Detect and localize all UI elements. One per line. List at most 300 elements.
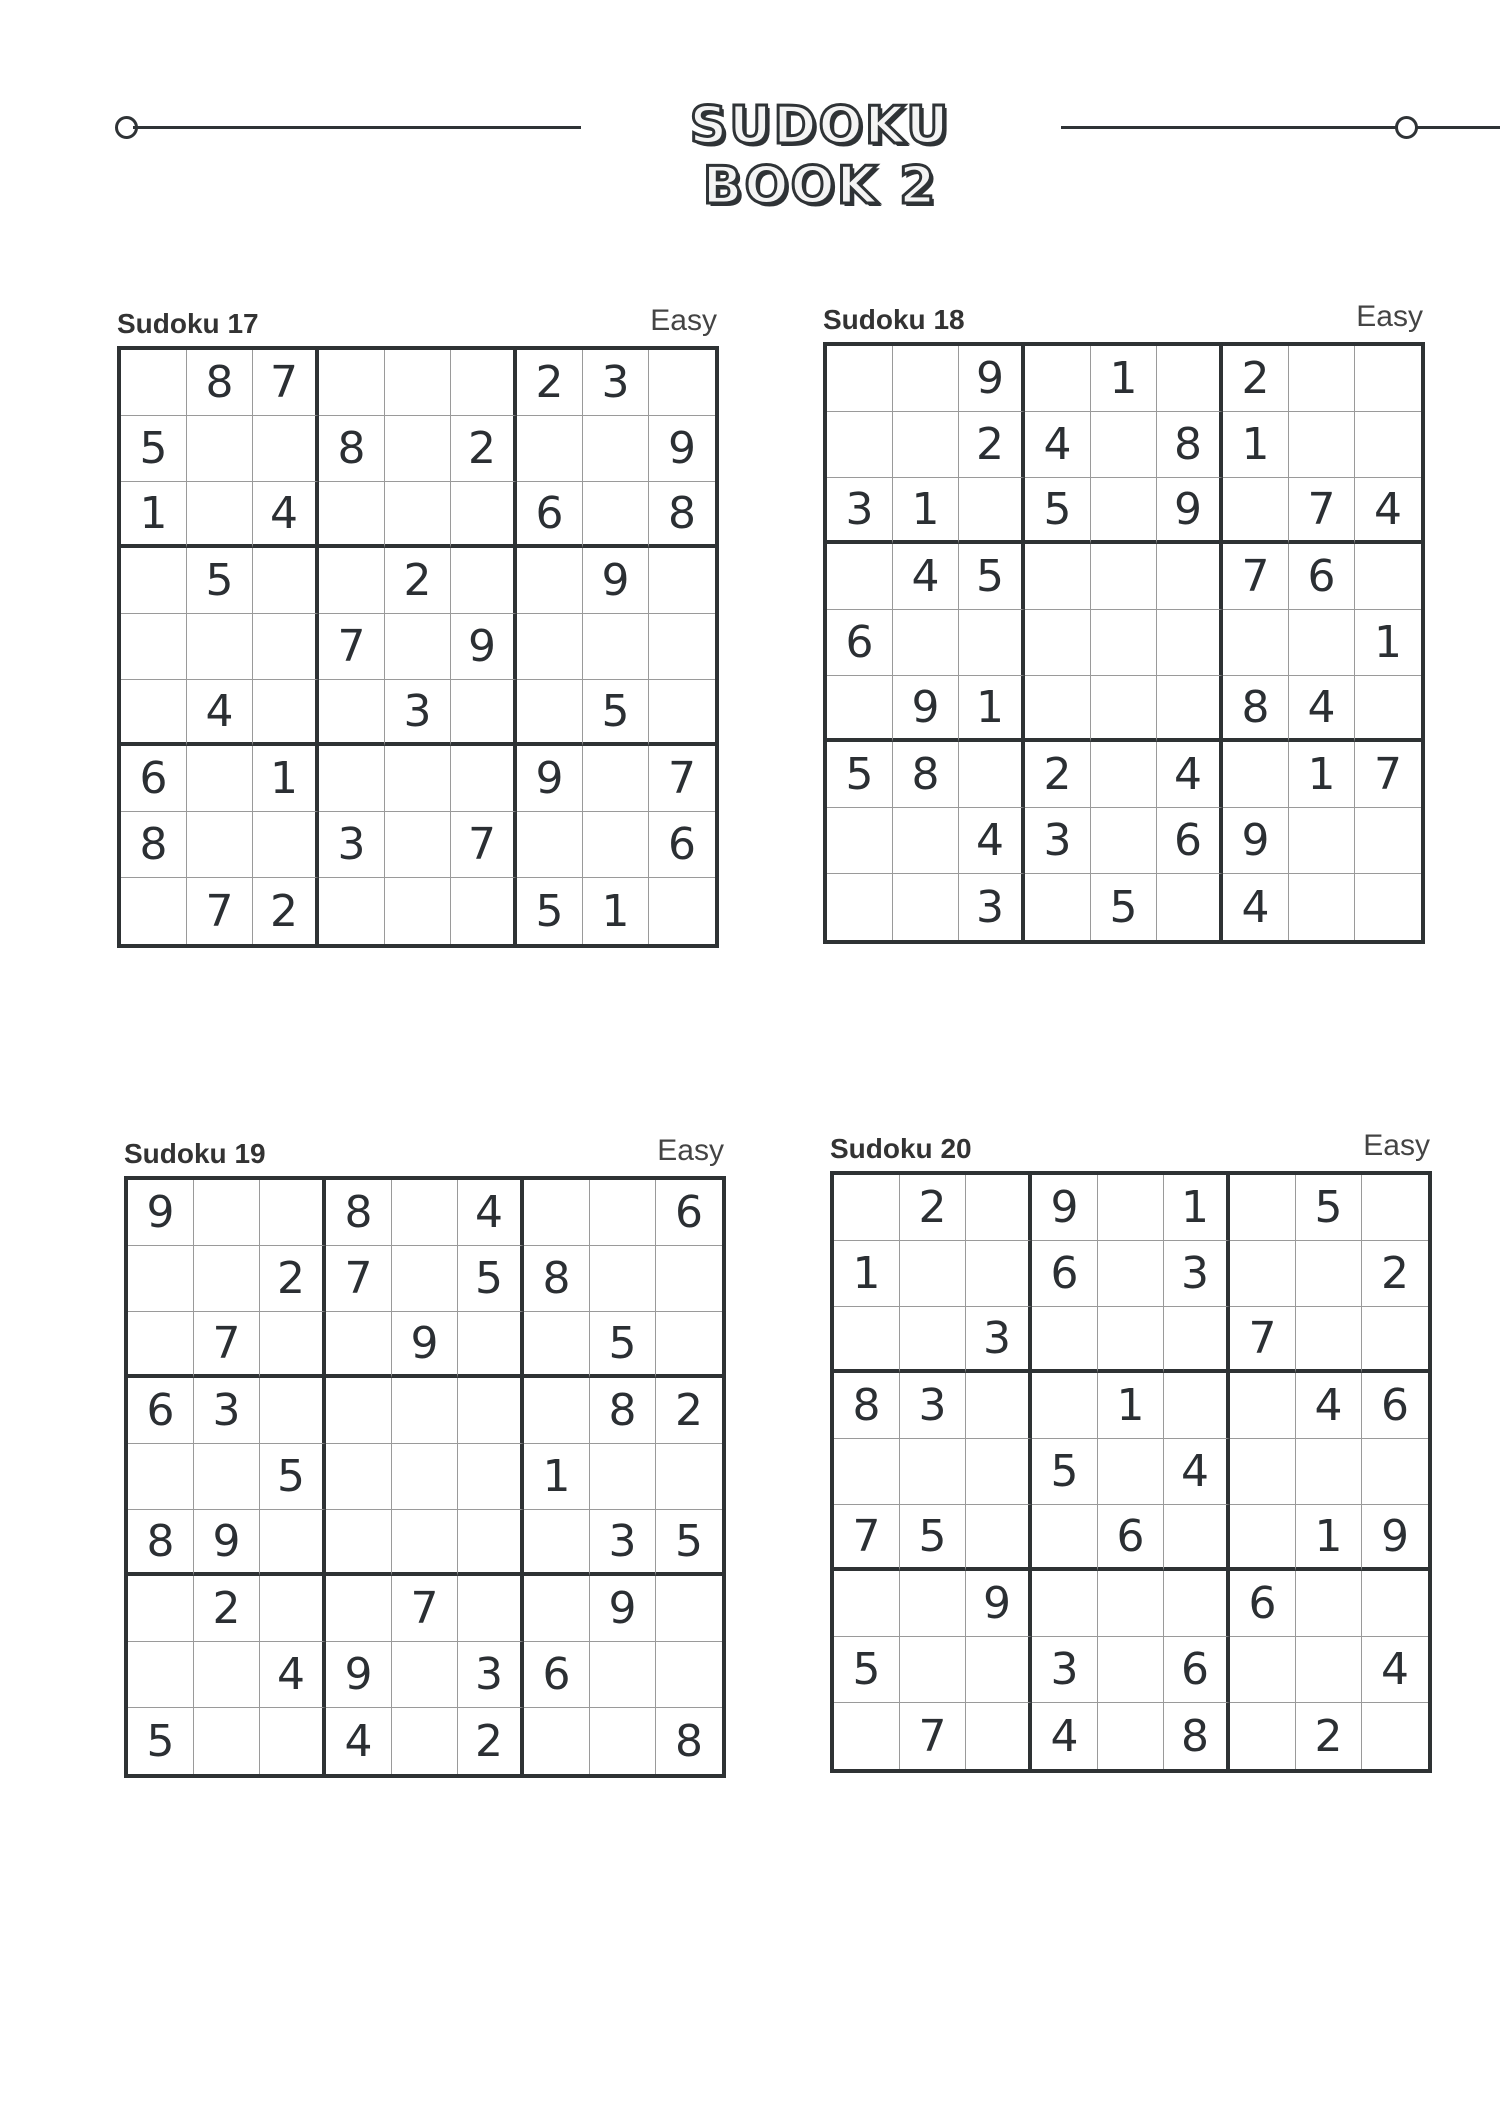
sudoku-cell[interactable]	[1098, 1307, 1164, 1373]
sudoku-cell: 1	[893, 478, 959, 544]
sudoku-cell[interactable]	[1098, 1703, 1164, 1769]
sudoku-cell[interactable]	[121, 614, 187, 680]
sudoku-cell[interactable]	[319, 680, 385, 746]
sudoku-cell[interactable]	[260, 1510, 326, 1576]
sudoku-cell: 6	[128, 1378, 194, 1444]
sudoku-cell: 2	[1025, 742, 1091, 808]
sudoku-cell: 4	[959, 808, 1025, 874]
sudoku-cell: 3	[1164, 1241, 1230, 1307]
sudoku-cell: 7	[649, 746, 715, 812]
sudoku-cell[interactable]	[1296, 1241, 1362, 1307]
sudoku-cell[interactable]	[966, 1373, 1032, 1439]
sudoku-cell: 7	[451, 812, 517, 878]
sudoku-cell[interactable]	[253, 548, 319, 614]
sudoku-cell: 3	[385, 680, 451, 746]
sudoku-cell[interactable]	[893, 808, 959, 874]
sudoku-cell[interactable]	[194, 1444, 260, 1510]
sudoku-cell[interactable]	[1289, 412, 1355, 478]
sudoku-cell[interactable]	[1223, 478, 1289, 544]
sudoku-cell[interactable]	[319, 548, 385, 614]
sudoku-cell: 5	[187, 548, 253, 614]
sudoku-cell[interactable]	[319, 878, 385, 944]
sudoku-cell[interactable]	[1098, 1637, 1164, 1703]
sudoku-cell: 7	[319, 614, 385, 680]
sudoku-cell[interactable]	[900, 1241, 966, 1307]
sudoku-cell: 4	[260, 1642, 326, 1708]
sudoku-cell: 6	[656, 1180, 722, 1246]
sudoku-cell[interactable]	[590, 1180, 656, 1246]
sudoku-cell[interactable]	[392, 1642, 458, 1708]
sudoku-cell[interactable]	[326, 1444, 392, 1510]
sudoku-cell[interactable]	[253, 680, 319, 746]
sudoku-cell: 1	[253, 746, 319, 812]
sudoku-cell[interactable]	[121, 680, 187, 746]
sudoku-cell[interactable]	[966, 1637, 1032, 1703]
sudoku-cell: 2	[194, 1576, 260, 1642]
sudoku-cell: 6	[524, 1642, 590, 1708]
sudoku-cell[interactable]	[1091, 544, 1157, 610]
sudoku-cell[interactable]	[656, 1312, 722, 1378]
sudoku-cell[interactable]	[392, 1708, 458, 1774]
sudoku-cell[interactable]	[121, 548, 187, 614]
sudoku-cell: 3	[194, 1378, 260, 1444]
sudoku-cell: 5	[959, 544, 1025, 610]
sudoku-cell[interactable]	[524, 1708, 590, 1774]
sudoku-cell[interactable]	[385, 614, 451, 680]
sudoku-cell[interactable]	[1091, 610, 1157, 676]
sudoku-cell: 4	[1032, 1703, 1098, 1769]
sudoku-cell[interactable]	[959, 742, 1025, 808]
sudoku-cell[interactable]	[1362, 1439, 1428, 1505]
sudoku-cell: 7	[900, 1703, 966, 1769]
sudoku-cell[interactable]	[893, 610, 959, 676]
sudoku-cell: 4	[458, 1180, 524, 1246]
sudoku-cell[interactable]	[121, 350, 187, 416]
sudoku-cell[interactable]	[1289, 808, 1355, 874]
right-rule-line	[1061, 126, 1500, 129]
sudoku-cell[interactable]	[1157, 874, 1223, 940]
sudoku-cell[interactable]	[524, 1576, 590, 1642]
sudoku-cell[interactable]	[1223, 742, 1289, 808]
sudoku-cell: 3	[319, 812, 385, 878]
sudoku-cell: 9	[392, 1312, 458, 1378]
sudoku-cell: 9	[326, 1642, 392, 1708]
sudoku-cell[interactable]	[194, 1180, 260, 1246]
sudoku-cell: 8	[1164, 1703, 1230, 1769]
sudoku-cell: 6	[1289, 544, 1355, 610]
sudoku-cell[interactable]	[1025, 544, 1091, 610]
sudoku-cell[interactable]	[827, 676, 893, 742]
sudoku-cell: 2	[260, 1246, 326, 1312]
sudoku-cell[interactable]	[590, 1708, 656, 1774]
sudoku-cell[interactable]	[1296, 1571, 1362, 1637]
sudoku-cell: 4	[893, 544, 959, 610]
sudoku-cell: 4	[253, 482, 319, 548]
sudoku-cell: 3	[959, 874, 1025, 940]
sudoku-cell: 4	[1362, 1637, 1428, 1703]
sudoku-cell: 1	[1296, 1505, 1362, 1571]
sudoku-cell: 8	[834, 1373, 900, 1439]
sudoku-cell: 9	[893, 676, 959, 742]
sudoku-cell[interactable]	[900, 1307, 966, 1373]
sudoku-cell: 9	[583, 548, 649, 614]
sudoku-cell[interactable]	[649, 878, 715, 944]
sudoku-cell[interactable]	[1032, 1505, 1098, 1571]
sudoku-cell: 2	[458, 1708, 524, 1774]
sudoku-cell: 4	[1355, 478, 1421, 544]
sudoku-cell[interactable]	[517, 812, 583, 878]
sudoku-cell[interactable]	[1025, 610, 1091, 676]
sudoku-cell[interactable]	[1296, 1439, 1362, 1505]
sudoku-cell: 5	[121, 416, 187, 482]
sudoku-cell[interactable]	[319, 746, 385, 812]
sudoku-cell: 5	[1032, 1439, 1098, 1505]
sudoku-cell: 2	[1362, 1241, 1428, 1307]
sudoku-cell[interactable]	[260, 1708, 326, 1774]
sudoku-cell: 8	[1223, 676, 1289, 742]
sudoku-puzzle	[124, 1126, 724, 1778]
sudoku-cell: 3	[583, 350, 649, 416]
sudoku-cell[interactable]	[590, 1246, 656, 1312]
sudoku-cell[interactable]	[1032, 1373, 1098, 1439]
sudoku-cell[interactable]	[893, 412, 959, 478]
sudoku-cell[interactable]	[392, 1444, 458, 1510]
sudoku-cell: 3	[590, 1510, 656, 1576]
sudoku-cell[interactable]	[1223, 610, 1289, 676]
sudoku-cell[interactable]	[1355, 676, 1421, 742]
sudoku-cell[interactable]	[385, 416, 451, 482]
sudoku-cell[interactable]	[834, 1439, 900, 1505]
sudoku-cell[interactable]	[260, 1180, 326, 1246]
sudoku-cell[interactable]	[194, 1642, 260, 1708]
sudoku-cell: 6	[1098, 1505, 1164, 1571]
sudoku-cell: 7	[392, 1576, 458, 1642]
sudoku-cell: 9	[590, 1576, 656, 1642]
sudoku-cell[interactable]	[128, 1312, 194, 1378]
puzzle-difficulty: Easy	[1356, 300, 1423, 333]
sudoku-cell[interactable]	[834, 1175, 900, 1241]
sudoku-cell: 9	[128, 1180, 194, 1246]
sudoku-cell[interactable]	[827, 412, 893, 478]
sudoku-cell: 8	[1157, 412, 1223, 478]
sudoku-cell: 1	[1098, 1373, 1164, 1439]
sudoku-cell[interactable]	[583, 812, 649, 878]
sudoku-cell: 7	[1289, 478, 1355, 544]
sudoku-cell[interactable]	[187, 614, 253, 680]
sudoku-cell[interactable]	[253, 416, 319, 482]
sudoku-cell[interactable]	[1289, 346, 1355, 412]
sudoku-cell: 8	[187, 350, 253, 416]
sudoku-cell[interactable]	[834, 1703, 900, 1769]
left-rule-line	[133, 126, 581, 129]
sudoku-cell: 7	[194, 1312, 260, 1378]
sudoku-cell[interactable]	[517, 416, 583, 482]
sudoku-cell[interactable]	[385, 878, 451, 944]
sudoku-cell[interactable]	[1098, 1439, 1164, 1505]
sudoku-cell: 4	[187, 680, 253, 746]
sudoku-cell: 3	[458, 1642, 524, 1708]
sudoku-cell: 8	[649, 482, 715, 548]
sudoku-cell[interactable]	[260, 1312, 326, 1378]
sudoku-cell[interactable]	[128, 1444, 194, 1510]
sudoku-cell[interactable]	[590, 1444, 656, 1510]
sudoku-cell[interactable]	[1230, 1373, 1296, 1439]
sudoku-cell[interactable]	[392, 1510, 458, 1576]
sudoku-cell[interactable]	[1230, 1175, 1296, 1241]
sudoku-cell[interactable]	[1164, 1571, 1230, 1637]
sudoku-cell[interactable]	[1355, 808, 1421, 874]
sudoku-cell: 7	[253, 350, 319, 416]
sudoku-cell[interactable]	[1157, 610, 1223, 676]
sudoku-cell[interactable]	[128, 1576, 194, 1642]
sudoku-cell[interactable]	[1032, 1307, 1098, 1373]
sudoku-cell: 9	[194, 1510, 260, 1576]
sudoku-cell[interactable]	[451, 350, 517, 416]
sudoku-cell[interactable]	[253, 812, 319, 878]
sudoku-cell[interactable]	[1164, 1505, 1230, 1571]
sudoku-cell: 5	[128, 1708, 194, 1774]
sudoku-cell[interactable]	[1025, 676, 1091, 742]
sudoku-cell: 9	[517, 746, 583, 812]
sudoku-cell[interactable]	[187, 416, 253, 482]
sudoku-cell[interactable]	[326, 1576, 392, 1642]
sudoku-cell[interactable]	[656, 1642, 722, 1708]
sudoku-cell[interactable]	[385, 812, 451, 878]
sudoku-cell[interactable]	[451, 878, 517, 944]
sudoku-cell: 5	[590, 1312, 656, 1378]
sudoku-cell[interactable]	[583, 482, 649, 548]
sudoku-cell: 1	[1355, 610, 1421, 676]
sudoku-cell[interactable]	[1157, 544, 1223, 610]
sudoku-cell[interactable]	[966, 1241, 1032, 1307]
sudoku-cell[interactable]	[517, 680, 583, 746]
sudoku-cell: 2	[1296, 1703, 1362, 1769]
sudoku-cell: 2	[517, 350, 583, 416]
puzzle-difficulty: Easy	[657, 1134, 724, 1167]
sudoku-cell: 6	[121, 746, 187, 812]
puzzle-difficulty: Easy	[650, 304, 717, 337]
sudoku-cell[interactable]	[893, 346, 959, 412]
sudoku-cell[interactable]	[458, 1312, 524, 1378]
sudoku-cell[interactable]	[1362, 1703, 1428, 1769]
sudoku-cell: 4	[326, 1708, 392, 1774]
sudoku-cell[interactable]	[1362, 1175, 1428, 1241]
sudoku-cell[interactable]	[1355, 412, 1421, 478]
sudoku-cell[interactable]	[1230, 1505, 1296, 1571]
sudoku-cell[interactable]	[583, 746, 649, 812]
sudoku-cell[interactable]	[392, 1246, 458, 1312]
sudoku-cell[interactable]	[458, 1576, 524, 1642]
sudoku-cell[interactable]	[959, 610, 1025, 676]
sudoku-cell[interactable]	[385, 482, 451, 548]
sudoku-cell: 2	[1223, 346, 1289, 412]
sudoku-cell: 8	[675, 1715, 703, 1767]
sudoku-cell: 7	[326, 1246, 392, 1312]
sudoku-cell: 4	[1223, 874, 1289, 940]
sudoku-cell[interactable]	[1164, 1307, 1230, 1373]
sudoku-cell[interactable]	[319, 350, 385, 416]
sudoku-cell[interactable]	[583, 614, 649, 680]
sudoku-cell: 4	[1289, 676, 1355, 742]
sudoku-cell[interactable]	[1230, 1439, 1296, 1505]
sudoku-cell[interactable]	[900, 1439, 966, 1505]
sudoku-cell[interactable]	[524, 1312, 590, 1378]
sudoku-cell[interactable]	[187, 746, 253, 812]
sudoku-cell[interactable]	[1355, 346, 1421, 412]
sudoku-cell[interactable]	[1289, 874, 1355, 940]
sudoku-cell[interactable]	[1362, 1571, 1428, 1637]
sudoku-cell[interactable]	[524, 1180, 590, 1246]
sudoku-cell[interactable]	[326, 1312, 392, 1378]
sudoku-cell[interactable]	[1032, 1571, 1098, 1637]
sudoku-cell[interactable]	[966, 1439, 1032, 1505]
sudoku-cell[interactable]	[1098, 1175, 1164, 1241]
sudoku-cell[interactable]	[649, 350, 715, 416]
sudoku-cell[interactable]	[1355, 544, 1421, 610]
sudoku-puzzle	[830, 1121, 1430, 1773]
sudoku-cell: 5	[1025, 478, 1091, 544]
sudoku-cell: 2	[656, 1378, 722, 1444]
sudoku-cell[interactable]	[1296, 1637, 1362, 1703]
sudoku-cell: 7	[187, 878, 253, 944]
sudoku-cell[interactable]	[1355, 874, 1421, 940]
sudoku-cell[interactable]	[649, 680, 715, 746]
sudoku-cell[interactable]	[326, 1378, 392, 1444]
sudoku-cell: 3	[1032, 1637, 1098, 1703]
sudoku-cell[interactable]	[1230, 1637, 1296, 1703]
sudoku-cell[interactable]	[1091, 412, 1157, 478]
sudoku-cell: 5	[583, 680, 649, 746]
sudoku-cell[interactable]	[827, 544, 893, 610]
sudoku-cell[interactable]	[959, 478, 1025, 544]
sudoku-cell[interactable]	[128, 1642, 194, 1708]
sudoku-cell[interactable]	[1025, 874, 1091, 940]
sudoku-cell[interactable]	[451, 548, 517, 614]
sudoku-cell[interactable]	[656, 1576, 722, 1642]
sudoku-cell[interactable]	[1091, 742, 1157, 808]
sudoku-cell[interactable]	[827, 874, 893, 940]
sudoku-cell: 5	[827, 742, 893, 808]
sudoku-cell: 6	[1362, 1373, 1428, 1439]
sudoku-cell: 1	[959, 676, 1025, 742]
sudoku-cell[interactable]	[583, 416, 649, 482]
sudoku-cell: 6	[649, 812, 715, 878]
sudoku-cell[interactable]	[1098, 1571, 1164, 1637]
sudoku-cell[interactable]	[517, 548, 583, 614]
sudoku-cell[interactable]	[1025, 346, 1091, 412]
sudoku-cell: 1	[834, 1241, 900, 1307]
sudoku-cell[interactable]	[517, 614, 583, 680]
sudoku-cell[interactable]	[1230, 1241, 1296, 1307]
sudoku-cell[interactable]	[1098, 1241, 1164, 1307]
sudoku-cell[interactable]	[187, 812, 253, 878]
sudoku-cell: 1	[524, 1444, 590, 1510]
sudoku-cell[interactable]	[128, 1246, 194, 1312]
puzzle-header	[830, 1121, 1430, 1171]
sudoku-cell[interactable]	[834, 1571, 900, 1637]
sudoku-cell[interactable]	[319, 482, 385, 548]
sudoku-cell[interactable]	[451, 746, 517, 812]
sudoku-cell[interactable]	[1157, 676, 1223, 742]
sudoku-cell[interactable]	[1362, 1307, 1428, 1373]
sudoku-cell: 8	[893, 742, 959, 808]
sudoku-cell[interactable]	[392, 1378, 458, 1444]
sudoku-cell[interactable]	[524, 1510, 590, 1576]
sudoku-cell: 8	[128, 1510, 194, 1576]
sudoku-cell[interactable]	[893, 874, 959, 940]
sudoku-cell[interactable]	[1289, 610, 1355, 676]
sudoku-cell[interactable]	[392, 1180, 458, 1246]
sudoku-cell: 9	[451, 614, 517, 680]
sudoku-cell[interactable]	[194, 1246, 260, 1312]
sudoku-cell[interactable]	[385, 350, 451, 416]
sudoku-cell[interactable]	[966, 1505, 1032, 1571]
puzzle-name: Sudoku 19	[124, 1138, 266, 1169]
sudoku-cell[interactable]	[187, 482, 253, 548]
page-header	[115, 96, 1420, 216]
sudoku-cell[interactable]	[834, 1307, 900, 1373]
sudoku-cell[interactable]	[194, 1708, 260, 1774]
sudoku-cell: 1	[583, 878, 649, 944]
sudoku-puzzle	[117, 296, 717, 948]
sudoku-cell[interactable]	[451, 680, 517, 746]
sudoku-cell: 6	[1032, 1241, 1098, 1307]
sudoku-cell[interactable]	[900, 1571, 966, 1637]
sudoku-cell[interactable]	[966, 1175, 1032, 1241]
sudoku-cell: 9	[1157, 478, 1223, 544]
sudoku-cell[interactable]	[966, 1703, 1032, 1769]
sudoku-cell[interactable]	[121, 878, 187, 944]
sudoku-puzzle	[823, 292, 1423, 944]
sudoku-cell: 7	[1223, 544, 1289, 610]
sudoku-cell: 1	[1223, 412, 1289, 478]
sudoku-cell: 3	[827, 478, 893, 544]
sudoku-cell[interactable]	[451, 482, 517, 548]
sudoku-cell[interactable]	[649, 614, 715, 680]
sudoku-cell[interactable]	[1091, 808, 1157, 874]
sudoku-cell[interactable]	[656, 1246, 722, 1312]
sudoku-grid	[124, 1176, 726, 1778]
sudoku-cell[interactable]	[590, 1642, 656, 1708]
sudoku-cell[interactable]	[827, 346, 893, 412]
sudoku-cell[interactable]	[1230, 1703, 1296, 1769]
sudoku-cell[interactable]	[458, 1378, 524, 1444]
sudoku-cell[interactable]	[827, 808, 893, 874]
sudoku-cell: 9	[959, 346, 1025, 412]
sudoku-cell: 5	[1296, 1175, 1362, 1241]
sudoku-cell[interactable]	[326, 1510, 392, 1576]
sudoku-cell: 9	[1362, 1505, 1428, 1571]
sudoku-cell[interactable]	[385, 746, 451, 812]
sudoku-cell[interactable]	[458, 1444, 524, 1510]
sudoku-cell: 4	[1157, 742, 1223, 808]
sudoku-cell[interactable]	[1296, 1307, 1362, 1373]
sudoku-cell[interactable]	[458, 1510, 524, 1576]
sudoku-cell: 6	[1164, 1637, 1230, 1703]
sudoku-cell[interactable]	[524, 1378, 590, 1444]
sudoku-cell[interactable]	[900, 1637, 966, 1703]
sudoku-cell: 5	[834, 1637, 900, 1703]
sudoku-cell[interactable]	[656, 1444, 722, 1510]
sudoku-cell[interactable]	[649, 548, 715, 614]
sudoku-cell[interactable]	[260, 1378, 326, 1444]
sudoku-cell[interactable]	[260, 1576, 326, 1642]
sudoku-cell[interactable]	[1091, 478, 1157, 544]
sudoku-cell[interactable]	[253, 614, 319, 680]
sudoku-cell[interactable]	[1164, 1373, 1230, 1439]
sudoku-cell[interactable]	[1157, 346, 1223, 412]
sudoku-cell[interactable]	[1091, 676, 1157, 742]
